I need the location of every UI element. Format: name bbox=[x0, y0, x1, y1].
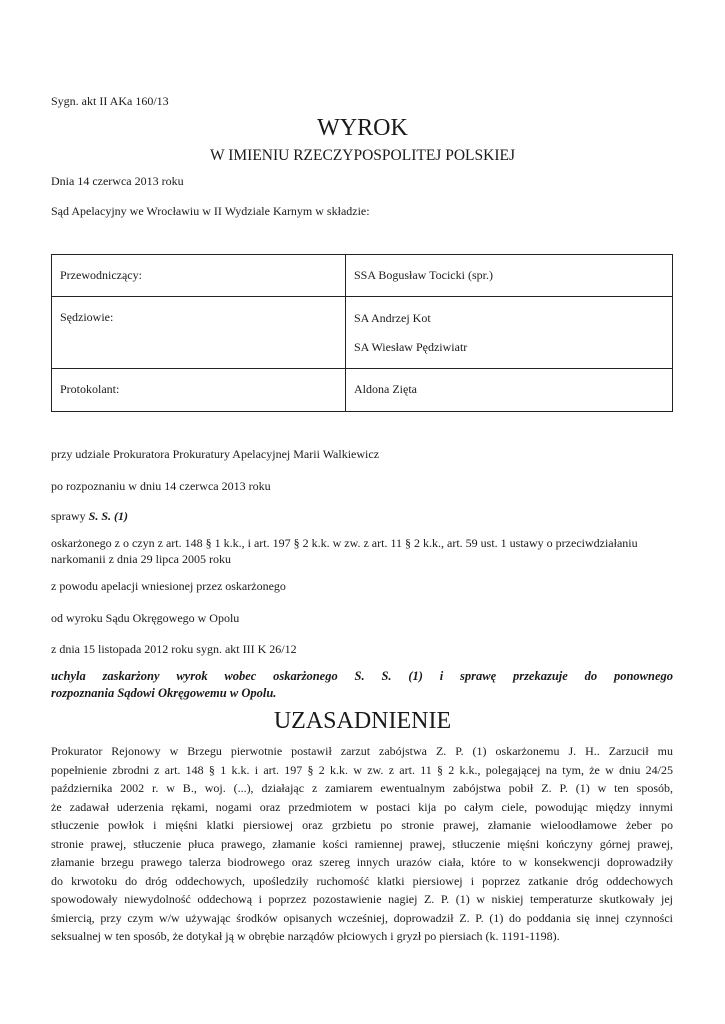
justification-line: października 2002 r. w B., woj. (...), działając z zamiarem ewentualnym zabójstwa pobił Z. P. (1) w ten sposób, bbox=[51, 781, 673, 795]
defendant-name: S. S. (1) bbox=[88, 509, 129, 523]
judgment-title: WYROK bbox=[317, 115, 408, 141]
justification-line: Prokurator Rejonowy w Brzegu pierwotnie postawił zarzut zabójstwa Z. P. (1) oskarżonemu J. H.. Zarzucił mu bbox=[51, 744, 673, 758]
justification-paragraph bbox=[51, 742, 673, 946]
justification-line: śmiercią, przy czym w/w używając środków opisanych wcześniej, doprowadził Z. P. (1) do poddania się innej czynności bbox=[51, 910, 673, 925]
presiding-value: SSA Bogusław Tocicki (spr.) bbox=[346, 255, 673, 297]
judgment-date-line: z dnia 15 listopada 2012 roku sygn. akt III K 26/12 bbox=[51, 642, 297, 656]
charges-line: oskarżonego z o czyn z art. 148 § 1 k.k., i art. 197 § 2 k.k. w zw. z art. 11 § 2 k.k., art. 59 ust. 1 ustawy o przeciwdziałaniu bbox=[51, 536, 638, 550]
verdict-line: uchyla zaskarżony wyrok wobec oskarżonego S. S. (1) i sprawę przekazuje do ponownego bbox=[51, 669, 673, 683]
from-judgment-line: od wyroku Sądu Okręgowego w Opolu bbox=[51, 611, 240, 625]
judgment-date: Dnia 14 czerwca 2013 roku bbox=[51, 174, 184, 188]
appeal-line: z powodu apelacji wniesionej przez oskarżonego bbox=[51, 579, 286, 593]
justification-line: do krwotoku do dróg oddechowych, upośledziły ruchomość klatki piersiowej i poprzez zatkanie dróg oddechowych bbox=[51, 873, 673, 888]
justification-line: popełnienie zbrodni z art. 148 § 1 k.k. i art. 197 § 2 k.k. w zw. z art. 11 § 2 k.k., polegającej na tym, że w dniu 24/25 bbox=[51, 762, 673, 777]
prosecutor-line: przy udziale Prokuratora Prokuratury Apelacyjnej Marii Walkiewicz bbox=[51, 447, 380, 461]
court-composition: Sąd Apelacyjny we Wrocławiu w II Wydziale Karnym w składzie: bbox=[51, 204, 370, 218]
panel-row-presiding bbox=[52, 255, 673, 297]
case-line bbox=[51, 508, 128, 524]
clerk-value: Aldona Zięta bbox=[346, 369, 673, 412]
verdict-paragraph bbox=[51, 668, 673, 702]
justification-title: UZASADNIENIE bbox=[273, 708, 452, 734]
justification-line: złamanie brzegu prawego talerza biodrowego oraz szereg innych urazów ciała, które to w konsekwencji doprowadziły bbox=[51, 855, 673, 869]
clerk-label: Protokolant: bbox=[52, 369, 346, 412]
panel-row-judges bbox=[52, 297, 673, 369]
case-signature: Sygn. akt II AKa 160/13 bbox=[51, 94, 169, 108]
presiding-label: Przewodniczący: bbox=[52, 255, 346, 297]
judges-value bbox=[346, 297, 673, 369]
judge-name: SA Andrzej Kot bbox=[354, 311, 431, 325]
considered-line: po rozpoznaniu w dniu 14 czerwca 2013 roku bbox=[51, 479, 271, 493]
justification-line: stronie prawej, stłuczenie płuca prawego, złamanie kości ramiennej prawej, stłuczenie mięśni kończyny górnej prawej, bbox=[51, 836, 673, 851]
panel-row-clerk bbox=[52, 369, 673, 412]
charges-line: narkomanii z dnia 29 lipca 2005 roku bbox=[51, 552, 231, 566]
charges-paragraph bbox=[51, 535, 673, 567]
justification-line: stłuczenie powłok i mięśni klatki piersiowej oraz grzbietu po stronie prawej, złamanie wieloodłamowe żeber po bbox=[51, 818, 673, 832]
judge-name: SA Wiesław Pędziwiatr bbox=[354, 340, 468, 354]
verdict-line: rozpoznania Sądowi Okręgowemu w Opolu. bbox=[51, 686, 277, 700]
judgment-subtitle: W IMIENIU RZECZYPOSPOLITEJ POLSKIEJ bbox=[210, 147, 515, 164]
justification-line: seksualnej w ten sposób, że dotykał ją w obrębie narządów płciowych i gryzł po piersiach (k. 1191-1198). bbox=[51, 929, 560, 943]
justification-line: spowodowały niewydolność oddechową i poprzez pozostawienie nagiej Z. P. (1) w niskiej temperaturze skutkowały jej bbox=[51, 892, 673, 906]
judges-label: Sędziowie: bbox=[52, 297, 346, 369]
case-prefix: sprawy bbox=[51, 509, 86, 523]
justification-line: że zadawał uderzenia rękami, nogami oraz przedmiotem w postaci kija po całym ciele, powodując między innymi bbox=[51, 799, 673, 814]
panel-table bbox=[51, 254, 673, 412]
